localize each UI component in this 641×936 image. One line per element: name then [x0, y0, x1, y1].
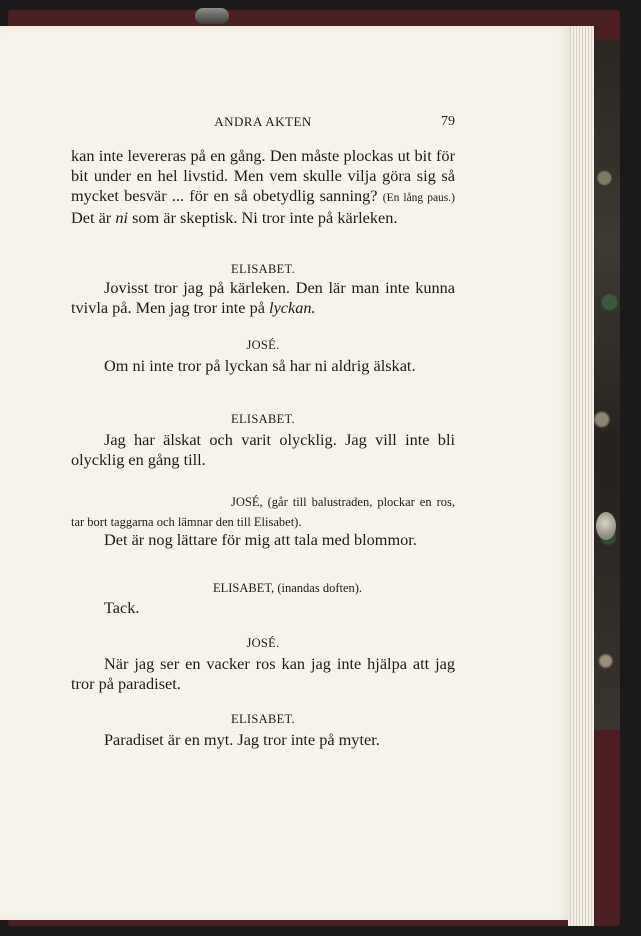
- paragraph-2: [71, 278, 455, 318]
- paragraph-5: Det är nog lättare för mig att tala med blommor.: [104, 530, 417, 549]
- speaker-name: ELISABET.: [231, 412, 295, 426]
- paragraph-7: När jag ser en vacker ros kan jag inte hjälpa att jag tror på paradiset.: [71, 654, 455, 693]
- paragraph-1-emphasis: ni: [115, 208, 128, 227]
- page-edges: [568, 26, 594, 926]
- stage-direction: (går till balustraden, plockar en ros, tar bort taggarna och lämnar den till Elisabet).: [71, 495, 455, 529]
- running-head-title: ANDRA AKTEN: [214, 114, 312, 129]
- speaker-name: JOSÉ,: [231, 495, 263, 509]
- speaker-name: ELISABET.: [231, 262, 295, 276]
- book-page: [0, 26, 570, 920]
- page-clip: [195, 8, 229, 24]
- paragraph-3: Om ni inte tror på lyckan så har ni aldrig älskat.: [104, 356, 416, 375]
- speaker-name: ELISABET,: [213, 581, 275, 595]
- paragraph-2-text: Jovisst tror jag på kärleken. Den lär man inte kunna tvivla på. Men jag tror inte på: [71, 278, 455, 317]
- marbled-edge: [594, 40, 620, 730]
- stage-direction: (En lång paus.): [382, 192, 455, 204]
- paragraph-6: Tack.: [104, 598, 140, 617]
- paragraph-8: Paradiset är en myt. Jag tror inte på myter.: [104, 730, 380, 749]
- paragraph-1: [71, 146, 455, 228]
- paragraph-1-text-a: kan inte levereras på en gång. Den måste plockas ut bit för bit under en hel livstid. Men vem skulle vilja göra sig så mycket besvär ... för en så obetydlig sanning?: [71, 146, 455, 205]
- paragraph-1-text-b: Det är: [71, 208, 112, 227]
- paragraph-4: Jag har älskat och varit olycklig. Jag vill inte bli olycklig en gång till.: [71, 430, 455, 469]
- stage-direction-block: [71, 492, 455, 532]
- speaker-name: JOSÉ.: [246, 338, 280, 352]
- paragraph-2-emphasis: lyckan.: [269, 298, 316, 317]
- stage-direction: (inandas doften).: [277, 581, 363, 595]
- paragraph-1-text-c: som är skeptisk. Ni tror inte på kärleken.: [132, 208, 398, 227]
- page-weight: [596, 512, 616, 540]
- running-head: [71, 114, 455, 132]
- speaker-name: ELISABET.: [231, 712, 295, 726]
- speaker-name: JOSÉ.: [246, 636, 280, 650]
- page-number: 79: [441, 114, 455, 129]
- stage-direction-block: [71, 578, 455, 598]
